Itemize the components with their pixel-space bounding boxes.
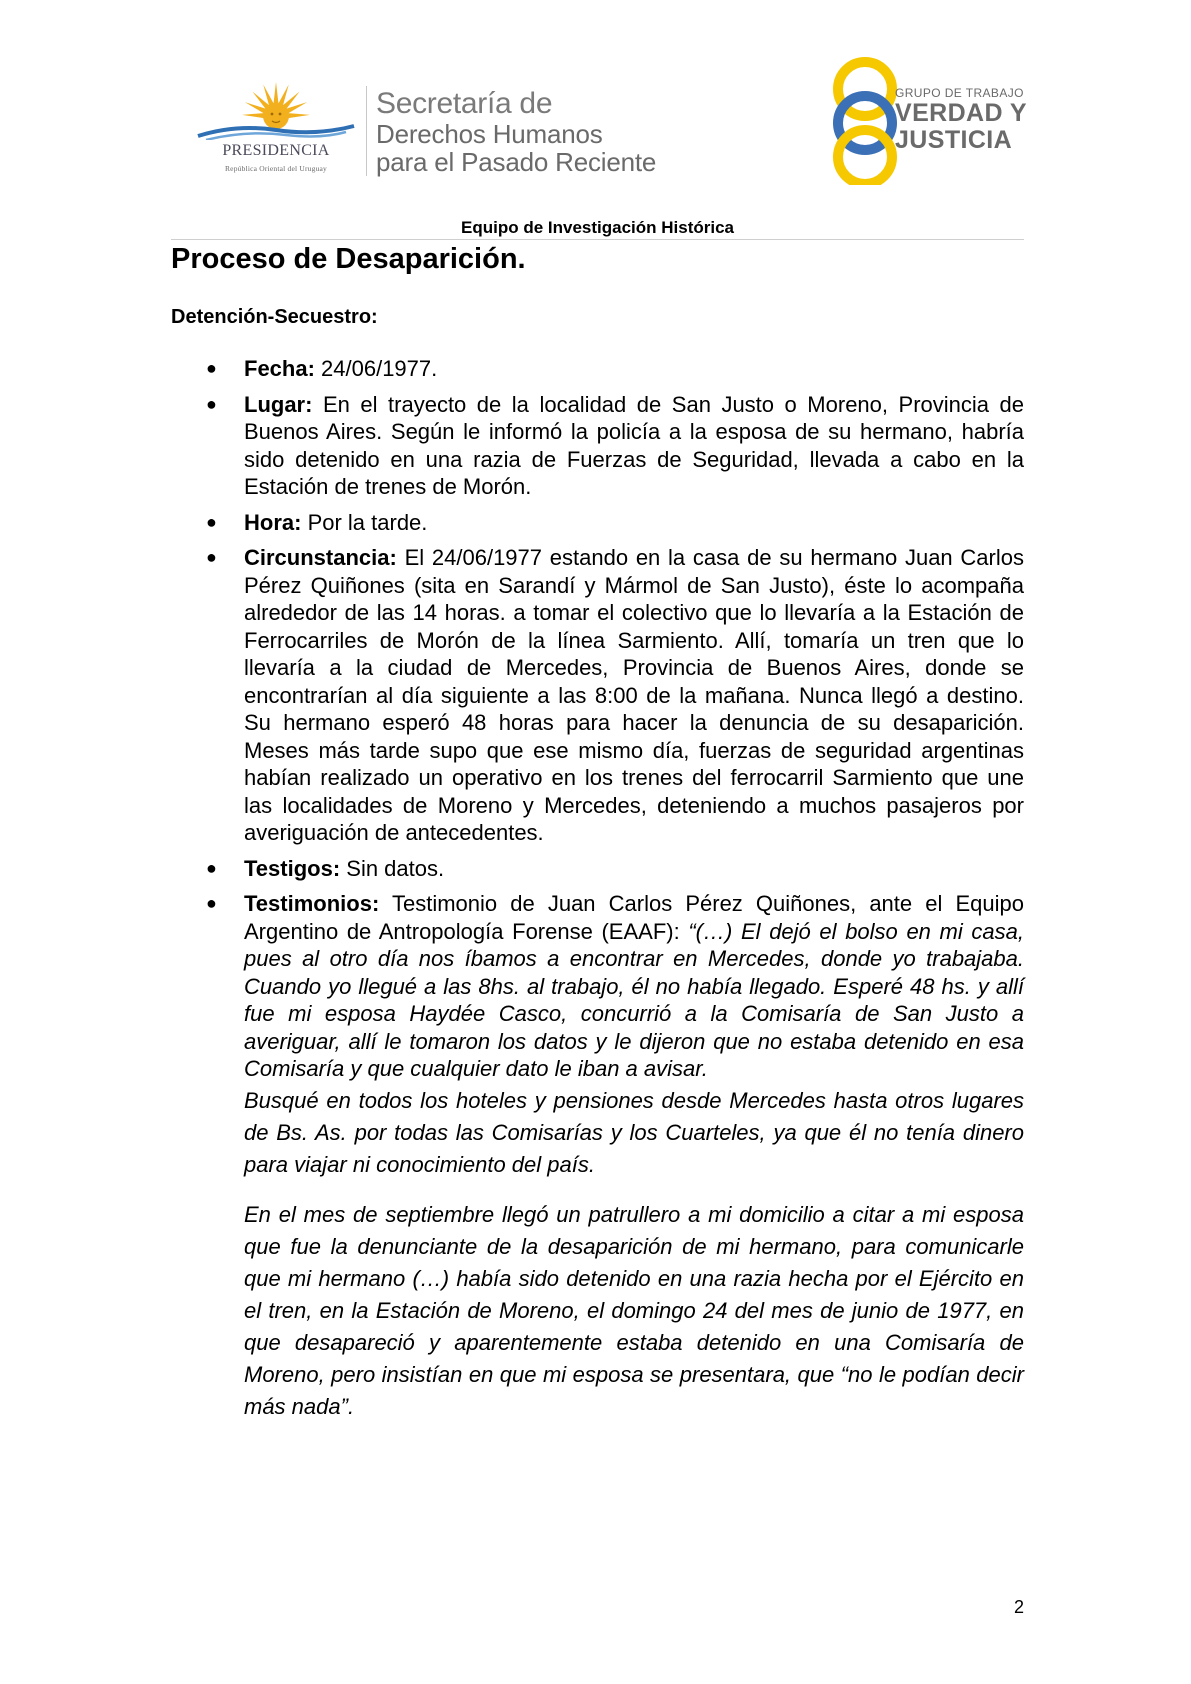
secretaria-logo-text <box>376 88 656 176</box>
item-label: Fecha: <box>244 356 315 381</box>
header-divider <box>366 86 367 176</box>
header-rule <box>171 239 1024 240</box>
item-text: El 24/06/1977 estando en la casa de su hermano Juan Carlos Pérez Quiñones (sita en Sarandí y Mármol de San Justo), éste lo acompaña alrededor de las 14 horas. a tomar el colectivo que lo llevaría a la Estación de Ferrocarriles de Morón de la línea Sarmiento. Allí, tomaría un tren que lo llevaría a la ciudad de Mercedes, Provincia de Buenos Aires, donde se encontrarían al día siguiente a las 8:00 de la mañana. Nunca llegó a destino. Su hermano esperó 48 horas para hacer la denuncia de su desaparición. Meses más tarde supo que ese mismo día, fuerzas de seguridad argentinas habían realizado un operativo en los trenes del ferrocarril Sarmiento que une las localidades de Moreno y Mercedes, deteniendo a muchos pasajeros por averiguación de antecedentes. <box>244 545 1024 845</box>
bullet-icon: ● <box>206 857 217 878</box>
section-heading: Detención-Secuestro: <box>171 306 378 328</box>
secretaria-line-3: para el Pasado Reciente <box>376 147 657 177</box>
quote-paragraph: En el mes de septiembre llegó un patrullero a mi domicilio a citar a mi esposa que fue la denunciante de la desaparición de mi hermano, para comunicarle que mi hermano (…) había sido detenido en una razia hecha por el Ejército en el tren, en la Estación de Moreno, el domingo 24 del mes de junio de 1977, en que desapareció y aparentemente estaba detenido en una Comisaría de Moreno, pero insistían en que mi esposa se presentara, que “no le podían decir más nada”. <box>244 1201 1024 1419</box>
item-text: 24/06/1977. <box>314 356 438 381</box>
item-label: Lugar: <box>244 391 313 417</box>
item-text: Sin datos. <box>340 855 445 881</box>
list-item <box>171 509 1024 537</box>
list-item <box>171 890 1024 1083</box>
secretaria-line-2: Derechos Humanos <box>376 119 603 149</box>
item-label: Testigos: <box>244 855 341 881</box>
bullet-icon: ● <box>206 547 217 567</box>
bullet-icon: ● <box>206 511 217 532</box>
sun-emblem-icon <box>196 80 356 140</box>
item-text: Por la tarde. <box>301 509 428 535</box>
list-item <box>171 855 1024 883</box>
list-item <box>171 355 1024 383</box>
grupo-trabajo-label: GRUPO DE TRABAJO <box>895 86 1024 100</box>
verdad-justicia-logo-text <box>895 86 1027 154</box>
presidencia-name: PRESIDENCIA <box>222 142 330 159</box>
presidencia-subtitle: República Oriental del Uruguay <box>224 164 327 173</box>
item-label: Circunstancia: <box>244 545 397 570</box>
item-text: En el trayecto de la localidad de San Justo o Moreno, Provincia de Buenos Aires. Según le informó la policía a la esposa de su hermano, habría sido detenido en una razia de Fuerzas de Seguridad, llevada a cabo en la Estación de trenes de Morón. <box>244 391 1024 499</box>
item-label: Hora: <box>244 509 302 535</box>
item-label: Testimonios: <box>244 891 380 916</box>
secretaria-line-1: Secretaría de <box>376 87 553 120</box>
item-text: Testimonio de Juan Carlos Pérez Quiñones, ante el Equipo Argentino de Antropología Forense (EAAF): <box>244 891 1024 944</box>
detail-list <box>171 355 1024 1083</box>
page-title: Proceso de Desaparición. <box>171 243 526 275</box>
page-header <box>0 0 1191 200</box>
list-item <box>171 391 1024 501</box>
justicia-label: JUSTICIA <box>895 126 1013 154</box>
document-body <box>171 355 1024 1423</box>
bullet-icon: ● <box>206 893 217 913</box>
page-number: 2 <box>1014 1597 1025 1617</box>
testimony-quote: “(…) El dejó el bolso en mi casa, pues al otro día nos íbamos a encontrar en Mercedes, donde yo trabajaba. Cuando yo llegué a las 8hs. al trabajo, él no había llegado. Esperé 48 hs. y allí fue mi esposa Haydée Casco, concurrió a la Comisaría de San Justo a averiguar, allí le tomaron los datos y le dijeron que no estaba detenido en esa Comisaría y que cualquier dato le iban a avisar. <box>244 918 1025 1081</box>
verdad-label: VERDAD Y <box>895 99 1027 127</box>
presidencia-logo <box>196 80 356 180</box>
bullet-icon: ● <box>206 358 217 378</box>
list-item <box>171 544 1024 847</box>
team-name: Equipo de Investigación Histórica <box>461 218 734 237</box>
quote-paragraph: Busqué en todos los hoteles y pensiones desde Mercedes hasta otros lugares de Bs. As. por todas las Comisarías y los Cuarteles, ya que él no tenía dinero para viajar ni conocimiento del país. <box>244 1087 1024 1177</box>
bullet-icon: ● <box>206 393 217 414</box>
testimony-continuation <box>171 1085 1024 1423</box>
